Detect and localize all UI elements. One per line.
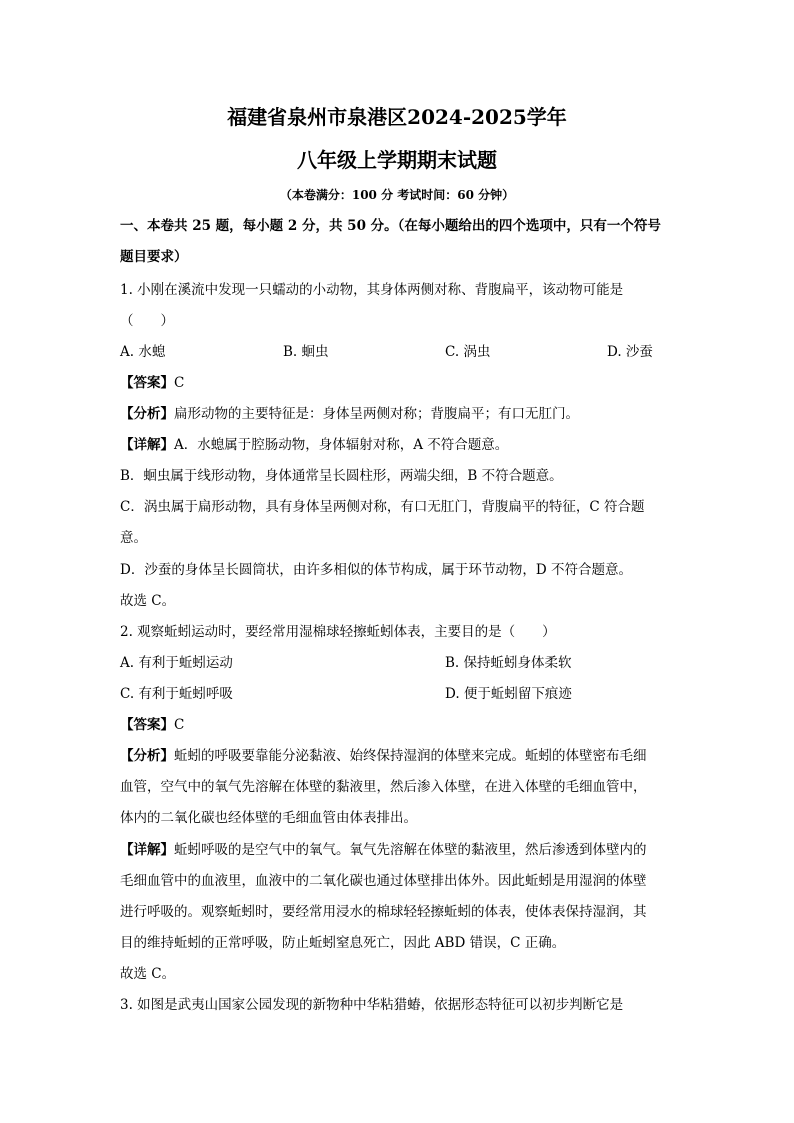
q2-stem: 2. 观察蚯蚓运动时，要经常用湿棉球轻擦蚯蚓体表，主要目的是（ ） bbox=[120, 624, 556, 640]
q1-detail-d: D．沙蚕的身体呈长圆筒状，由许多相似的体节构成，属于环节动物，D 不符合题意。 bbox=[120, 562, 632, 578]
q1-detail-a bbox=[120, 435, 680, 455]
q2-answer bbox=[120, 715, 680, 735]
q1-option-a: A. 水螅 bbox=[120, 344, 166, 360]
q2-option-d: D. 便于蚯蚓留下痕迹 bbox=[445, 686, 572, 702]
answer-value: C bbox=[174, 375, 185, 391]
analysis-tag: 【分析】 bbox=[120, 748, 174, 764]
q1-detail-c: C．涡虫属于扁形动物，具有身体呈两侧对称，有口无肛门，背腹扁平的特征，C 符合题 bbox=[120, 499, 645, 515]
q1-option-d: D. 沙蚕 bbox=[607, 344, 653, 360]
q1-analysis bbox=[120, 404, 680, 424]
q2-analysis-2: 血管，空气中的氧气先溶解在体壁的黏液里，然后渗入体壁，在进入体壁的毛细血管中， bbox=[120, 779, 647, 795]
q2-option-a: A. 有利于蚯蚓运动 bbox=[120, 655, 233, 671]
q1-option-c: C. 涡虫 bbox=[445, 344, 491, 360]
answer-tag: 【答案】 bbox=[120, 375, 174, 391]
q1-detail-b: B．蛔虫属于线形动物，身体通常呈长圆柱形，两端尖细，B 不符合题意。 bbox=[120, 468, 563, 484]
q2-detail-4: 目的维持蚯蚓的正常呼吸，防止蚯蚓窒息死亡，因此 ABD 错误，C 正确。 bbox=[120, 935, 566, 951]
q2-option-b: B. 保持蚯蚓身体柔软 bbox=[445, 655, 572, 671]
q1-option-b: B. 蛔虫 bbox=[283, 344, 329, 360]
exam-meta: （本卷满分：100 分 考试时间：60 分钟） bbox=[279, 188, 515, 202]
q3-stem: 3. 如图是武夷山国家公园发现的新物种中华粘猎蝽，依据形态特征可以初步判断它是 bbox=[120, 997, 624, 1013]
q2-detail-2: 毛细血管中的血液里，血液中的二氧化碳也通过体壁排出体外。因此蚯蚓是用湿润的体壁 bbox=[120, 873, 647, 889]
analysis-tag: 【分析】 bbox=[120, 406, 174, 422]
q2-conclusion: 故选 C。 bbox=[120, 966, 176, 982]
section-instruction-line1: 一、本卷共 25 题，每小题 2 分，共 50 分。（在每小题给出的四个选项中，只有一个符号 bbox=[120, 218, 661, 234]
exam-subtitle: 八年级上学期期末试题 bbox=[297, 148, 497, 172]
detail-tag: 【详解】 bbox=[120, 437, 174, 453]
q2-option-c: C. 有利于蚯蚓呼吸 bbox=[120, 686, 233, 702]
q2-analysis-3: 体内的二氧化碳也经体壁的毛细血管由体表排出。 bbox=[120, 810, 417, 826]
analysis-text: 扁形动物的主要特征是：身体呈两侧对称；背腹扁平；有口无肛门。 bbox=[174, 406, 579, 422]
detail-tag: 【详解】 bbox=[120, 842, 174, 858]
q1-conclusion: 故选 C。 bbox=[120, 593, 176, 609]
answer-value: C bbox=[174, 717, 185, 733]
q2-detail-3: 进行呼吸的。观察蚯蚓时，要经常用浸水的棉球轻轻擦蚯蚓的体表，使体表保持湿润，其 bbox=[120, 904, 647, 920]
exam-title: 福建省泉州市泉港区2024-2025学年 bbox=[227, 105, 567, 129]
answer-tag: 【答案】 bbox=[120, 717, 174, 733]
q1-stem-bracket: （ ） bbox=[120, 313, 174, 329]
analysis-text: 蚯蚓的呼吸要靠能分泌黏液、始终保持湿润的体壁来完成。蚯蚓的体壁密布毛细 bbox=[174, 748, 647, 764]
section-instruction-line2: 题目要求） bbox=[120, 249, 188, 265]
q2-detail-1 bbox=[120, 840, 680, 860]
q1-stem: 1. 小刚在溪流中发现一只蠕动的小动物，其身体两侧对称、背腹扁平，该动物可能是 bbox=[120, 282, 624, 298]
q1-detail-c-cont: 意。 bbox=[120, 530, 147, 546]
q2-analysis-1 bbox=[120, 746, 680, 766]
detail-text: A．水螅属于腔肠动物，身体辐射对称，A 不符合题意。 bbox=[174, 437, 509, 453]
q1-answer bbox=[120, 373, 680, 393]
detail-text: 蚯蚓呼吸的是空气中的氧气。氧气先溶解在体壁的黏液里，然后渗透到体壁内的 bbox=[174, 842, 647, 858]
